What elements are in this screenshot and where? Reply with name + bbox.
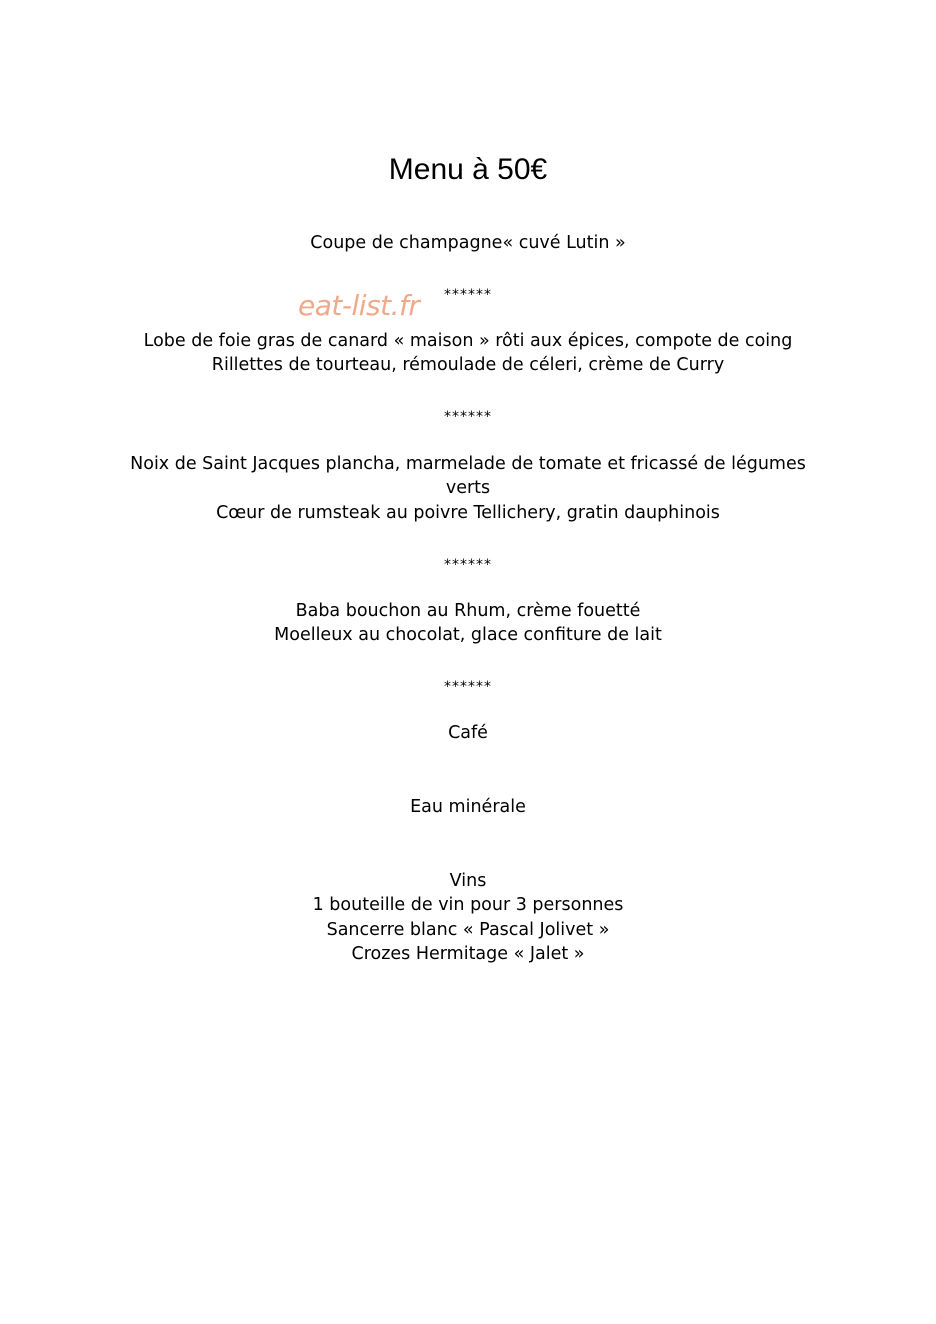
separator: ****** <box>444 557 492 573</box>
main-line: verts <box>445 478 491 498</box>
starter-line: Rillettes de tourteau, rémoulade de céleri, crème de Curry <box>211 355 725 375</box>
separator: ****** <box>444 679 492 695</box>
wine-line: 1 bouteille de vin pour 3 personnes <box>312 895 624 915</box>
wine-line: Vins <box>449 871 487 891</box>
wine-line: Sancerre blanc « Pascal Jolivet » <box>326 920 610 940</box>
water-line: Eau minérale <box>410 797 526 817</box>
dessert-line: Baba bouchon au Rhum, crème fouetté <box>295 601 641 621</box>
main-line: Cœur de rumsteak au poivre Tellichery, gratin dauphinois <box>216 503 720 523</box>
menu-title: Menu à 50€ <box>388 153 548 186</box>
separator: ****** <box>444 409 492 425</box>
starter-line: Lobe de foie gras de canard « maison » rôti aux épices, compote de coing <box>143 331 793 351</box>
watermark-logo: eat-list.fr <box>298 289 420 322</box>
coffee-line: Café <box>448 723 488 743</box>
dessert-line: Moelleux au chocolat, glace confiture de lait <box>274 625 662 645</box>
aperitif-line: Coupe de champagne« cuvé Lutin » <box>310 233 626 253</box>
main-line: Noix de Saint Jacques plancha, marmelade de tomate et fricassé de légumes <box>130 454 806 474</box>
wine-line: Crozes Hermitage « Jalet » <box>351 944 585 964</box>
separator: ****** <box>444 287 492 303</box>
